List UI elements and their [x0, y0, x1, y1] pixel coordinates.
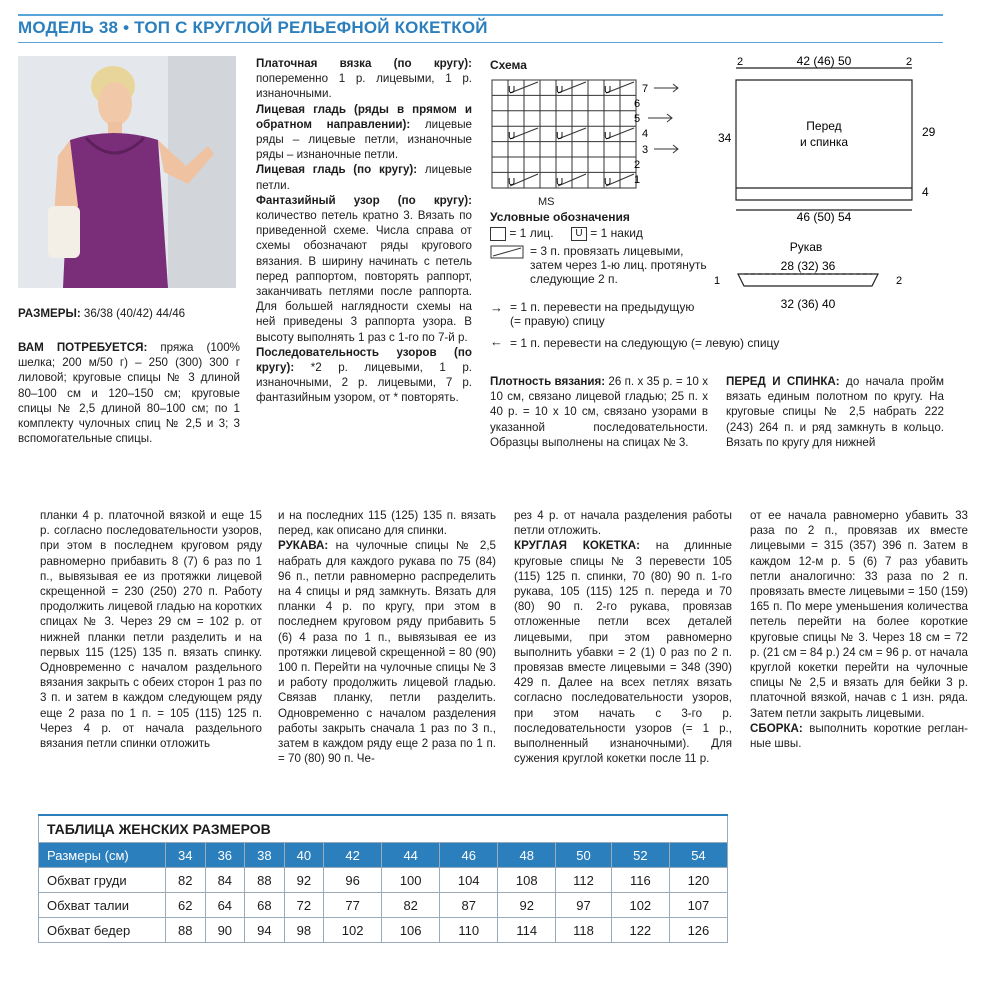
- table-cell: 118: [556, 918, 612, 943]
- leg2-text: = 1 накид: [590, 226, 643, 240]
- table-cell: 106: [382, 918, 440, 943]
- sleeve-bottom-dim: 32 (36) 40: [780, 297, 836, 311]
- table-cell: 82: [166, 868, 206, 893]
- size-50: 50: [556, 843, 612, 868]
- scheme-ms: MS: [538, 196, 555, 208]
- p4-label: Фантазийный узор (по кругу):: [256, 193, 472, 207]
- yoke-label: КРУГЛАЯ КОКЕТКА:: [514, 539, 641, 553]
- size-44: 44: [382, 843, 440, 868]
- p5-text: *2 р. лицевыми, 1 р. изнаночными, 2 р. лицевыми, 7 р. фантазийным узором, от * повторять.: [256, 361, 472, 405]
- page-title: МОДЕЛЬ 38 • ТОП С КРУГЛОЙ РЕЛЬЕФНОЙ КОКЕТКОЙ: [18, 18, 488, 37]
- size-42: 42: [324, 843, 382, 868]
- table-cell: 68: [245, 893, 285, 918]
- table-cell: 90: [205, 918, 245, 943]
- c3b-text: на длинные круговые спицы № 3 перевести 105 (115) 125 п. спинки, 70 (80) 90 п. 1-го рукава, 105 (115) 125 п. переда и 70 (80) 90 п. 2-го рукава, провязав отложенные петли всех деталей лицевыми, при этом равномерно выполнить убавки = 2 (1) 0 раз по 2 п. провязав вместе лицевыми = 348 (390) 429 п. Далее на всех петлях вязать согласно последовательности узоров, при этом начать с 3-го р. последовательности узоров (= 1 р., выполненный изнаночными). Для сужения круглой кокетки после 11 р.: [514, 539, 732, 766]
- leg4-text: = 1 п. перевести на предыдущую (= правую) спицу: [510, 300, 695, 328]
- table-cell: 114: [498, 918, 556, 943]
- top-rule: [18, 14, 943, 16]
- materials-label: ВАМ ПОТРЕБУЕТСЯ:: [18, 341, 148, 354]
- legend-dec-symbol: [490, 245, 524, 262]
- row-5: 5: [634, 113, 641, 125]
- sleeve-outline: [738, 274, 878, 286]
- sizes-label: РАЗМЕРЫ:: [18, 307, 81, 320]
- c1-text: планки 4 р. платочной вязкой и еще 15 р. согласно последовательности узоров, при этом в последнем круговом ряду равномерно прибавить 8 (7) 6 раз по 1 п., вывязывая ее из протяжки лицевой скрещенной = 230 (250) 270 п. Работу продолжить лицевой гладью на коротких спицах № 3. Через 29 см = 102 р. от нижней планки петли разделить и на первых 115 (125) 135 п. вязать спинку. Одновременно с началом раздельного вязания закрыть с обеих сторон 1 раз по 3 п. и затем в каждом следующем ряду еще 2 раза по 1 п. = 105 (115) 125 п. Через 4 р. от начала раздельного вязания петли спинки отложить: [40, 509, 262, 751]
- edge-left: 2: [737, 56, 744, 68]
- size-52: 52: [611, 843, 669, 868]
- p2-text: лицевые ряды – лицевые петли, изнаночные ряды – изнаночные петли.: [256, 117, 472, 162]
- size-38: 38: [245, 843, 285, 868]
- size-54: 54: [669, 843, 727, 868]
- size-46: 46: [440, 843, 498, 868]
- table-row: [39, 893, 728, 918]
- title-underline: [18, 42, 943, 43]
- table-cell: 126: [669, 918, 727, 943]
- arrow-row-7: [654, 84, 678, 92]
- dim-band: 4: [922, 185, 929, 199]
- p4-text: количество петель кратно 3. Вязать по приведенной схеме. Числа справа от схемы обозначают ряды кругового вязания. В ширину начинать с петель перед раппортом, повторять раппорт, заканчивать петлями после раппорта. Для большей наглядности схемы на ней приведены 3 раппорта узора. В высоту выполнять 1 раз с 1-го по 7-й р.: [256, 209, 472, 344]
- front-back-block: [726, 374, 944, 450]
- dec-symbol-icon: [490, 245, 524, 259]
- table-cell: 82: [382, 893, 440, 918]
- size-40: 40: [284, 843, 324, 868]
- density-block: [490, 374, 708, 450]
- dim-bottom: 46 (50) 54: [796, 210, 852, 224]
- yo-u-3: U: [604, 85, 612, 96]
- table-cell: 72: [284, 893, 324, 918]
- sleeve-top-dim: 28 (32) 36: [780, 259, 836, 273]
- sleeve-right-dim: 2: [896, 275, 903, 287]
- dim-left: 34: [718, 131, 732, 145]
- table-cell: 98: [284, 918, 324, 943]
- yo-u-8: U: [556, 177, 564, 188]
- legend-knit: [490, 226, 690, 241]
- header-label: Размеры (см): [39, 843, 166, 868]
- table-cell: 64: [205, 893, 245, 918]
- size-34: 34: [166, 843, 206, 868]
- c4a-text: от ее начала равномерно убавить 33 раза по 2 п., провязав их вместе лицевыми = 315 (357) 396 п. Затем в каждом 12-м р. 5 (6) 7 раз убавить петли аналогично: 33 раза по 2 п. провязать вместе лицевыми = 150 (159) 165 п. По мере уменьшения количества петель перейти на более короткие круговые спицы № 3. Через 18 см = 72 р. (21 см = 84 р.) 24 см = 96 р. от начала круглой кокетки перейти на чулочные спицы № 2,5 и вязать для бейки 3 р. платочной вязкой, начав с 1 изн. ряда. Затем петли закрыть лицевыми.: [750, 509, 968, 720]
- p2-label: Лицевая гладь (ряды в прямом и обратном направлении):: [256, 102, 472, 131]
- sizes-block: [18, 306, 240, 321]
- table-cell: 107: [669, 893, 727, 918]
- table-row: [39, 918, 728, 943]
- table-cell: 97: [556, 893, 612, 918]
- size-table: [38, 814, 728, 943]
- table-cell: 62: [166, 893, 206, 918]
- row-label: Обхват груди: [39, 868, 166, 893]
- table-cell: 110: [440, 918, 498, 943]
- row-label: Обхват талии: [39, 893, 166, 918]
- p1-text: попеременно 1 р. лицевыми, 1 р. изнаночными.: [256, 72, 472, 101]
- edge-right: 2: [906, 56, 913, 68]
- assembly-label: СБОРКА:: [750, 721, 803, 735]
- density-label: Плотность вязания:: [490, 375, 606, 388]
- p5-label: Последовательность узоров (по кругу):: [256, 345, 472, 375]
- piece-label-1: Перед: [806, 119, 842, 133]
- sleeve-left-dim: 1: [714, 275, 721, 287]
- p3-label: Лицевая гладь (по кругу):: [256, 163, 418, 177]
- leg3-text: = 3 п. провязать лицевыми, затем через 1-ю лиц. протянуть следующие 2 п.: [530, 244, 707, 286]
- row-6: 6: [634, 98, 641, 110]
- table-cell: 108: [498, 868, 556, 893]
- pattern-drawing: [706, 50, 946, 320]
- yo-u-2: U: [556, 85, 564, 96]
- c2b-text: на чулочные спицы № 2,5 набрать для каждого рукава по 75 (84) 96 п., петли равномерно распределить на 4 спицы и ряд замкнуть. Вязать для планки 4 р. по кругу, при этом в последнем круговом ряду прибавить 5 (6) 4 раза по 1 п., вывязывая ее из протяжки лицевой скрещенной = 80 (90) 100 п. Перейти на чулочные спицы № 3 и работу продолжить лицевой гладью. Связав планку, петли разделить. Одновременно с началом разделения работы закрыть сначала 1 раз по 3 п., затем в каждом ряду еще 2 раза по 1 п. = 70 (80) 90 п. Че-: [278, 539, 496, 766]
- table-header-row: [39, 843, 728, 868]
- table-cell: 100: [382, 868, 440, 893]
- row-2: 2: [634, 159, 641, 171]
- size-48: 48: [498, 843, 556, 868]
- size-36: 36: [205, 843, 245, 868]
- table-cell: 94: [245, 918, 285, 943]
- c4b-text: выполнить короткие регланные швы.: [750, 721, 968, 751]
- table-row: [39, 868, 728, 893]
- leg5-text: = 1 п. перевести на следующую (= левую) спицу: [510, 336, 780, 350]
- front-label: ПЕРЕД И СПИНКА:: [726, 375, 840, 388]
- model-illustration: [18, 56, 236, 288]
- front-text: до начала пройм вязать единым полотном по кругу. На круговые спицы № 2,5 набрать 222 (243) 264 п. и ряд замкнуть в кольцо. Вязать по кругу для нижней: [726, 375, 944, 449]
- table-cell: 112: [556, 868, 612, 893]
- table-cell: 116: [611, 868, 669, 893]
- row-1: 1: [634, 174, 641, 186]
- table-cell: 88: [245, 868, 285, 893]
- dim-top: 42 (46) 50: [796, 54, 852, 68]
- table-cell: 87: [440, 893, 498, 918]
- knit-symbol: [490, 227, 506, 241]
- arrow-left-icon: ←: [490, 334, 503, 349]
- table-cell: 92: [284, 868, 324, 893]
- table-cell: 104: [440, 868, 498, 893]
- table-cell: 77: [324, 893, 382, 918]
- table-cell: 92: [498, 893, 556, 918]
- p1-label: Платочная вязка (по кругу):: [256, 57, 472, 70]
- materials-text: пряжа (100% шелка; 200 м/50 г) – 250 (300) 300 г лиловой; круговые спицы № 3 длиной 80–100 см и 120–150 см; круговые спицы № 2,5 длиной 80–100 см; по 1 комплекту чулочных спиц № 2,5 и 3; 3 вспомогательные спицы.: [18, 341, 240, 446]
- table-cell: 102: [611, 893, 669, 918]
- c3a-text: рез 4 р. от начала разделения работы петли отложить.: [514, 509, 732, 538]
- row-3: 3: [642, 144, 649, 156]
- yo-u-1: U: [508, 85, 516, 96]
- row-label: Обхват бедер: [39, 918, 166, 943]
- table-cell: 102: [324, 918, 382, 943]
- bottom-col-3: [514, 508, 732, 766]
- yo-u-9: U: [604, 177, 612, 188]
- arrow-row-5: [648, 114, 672, 122]
- row-4: 4: [642, 128, 649, 140]
- sleeve-title: Рукав: [789, 240, 823, 254]
- leg1-text: = 1 лиц.: [509, 226, 554, 240]
- bottom-col-2: [278, 508, 496, 766]
- bottom-col-4: [750, 508, 968, 751]
- table-cell: 120: [669, 868, 727, 893]
- sizes-value: 36/38 (40/42) 44/46: [80, 307, 186, 320]
- density-text: 26 п. х 35 р. = 10 х 10 см, связано лицевой гладью; 25 п. х 40 р. = 10 х 10 см, связано узорами в указанной последовательности. Образцы выполнены на спицах № 3.: [490, 375, 708, 449]
- yo-symbol: U: [571, 227, 587, 241]
- yo-u-5: U: [556, 131, 564, 142]
- model-photo: [18, 56, 236, 288]
- sleeves-label: РУКАВА:: [278, 539, 329, 553]
- table-cell: 84: [205, 868, 245, 893]
- table-cell: 96: [324, 868, 382, 893]
- stitch-descriptions: [256, 56, 472, 406]
- table-caption: ТАБЛИЦА ЖЕНСКИХ РАЗМЕРОВ: [39, 815, 728, 843]
- arrow-right-icon: →: [490, 300, 503, 315]
- bottom-col-1: [40, 508, 262, 751]
- table-cell: 88: [166, 918, 206, 943]
- materials-block: [18, 340, 240, 446]
- dim-right: 29: [922, 125, 936, 139]
- p3-text: лицевые петли.: [256, 163, 472, 192]
- c2a-text: и на последних 115 (125) 135 п. вязать перед, как описано для спинки.: [278, 509, 496, 538]
- scheme-title: Схема: [490, 58, 527, 72]
- yo-u-7: U: [508, 177, 516, 188]
- yo-u-6: U: [604, 131, 612, 142]
- row-7: 7: [642, 83, 649, 95]
- legend-title: Условные обозначения: [490, 210, 630, 224]
- arrow-row-3: [654, 145, 678, 153]
- scheme-chart: [488, 76, 688, 196]
- piece-label-2: и спинка: [799, 135, 849, 149]
- table-cell: 122: [611, 918, 669, 943]
- yo-u-4: U: [508, 131, 516, 142]
